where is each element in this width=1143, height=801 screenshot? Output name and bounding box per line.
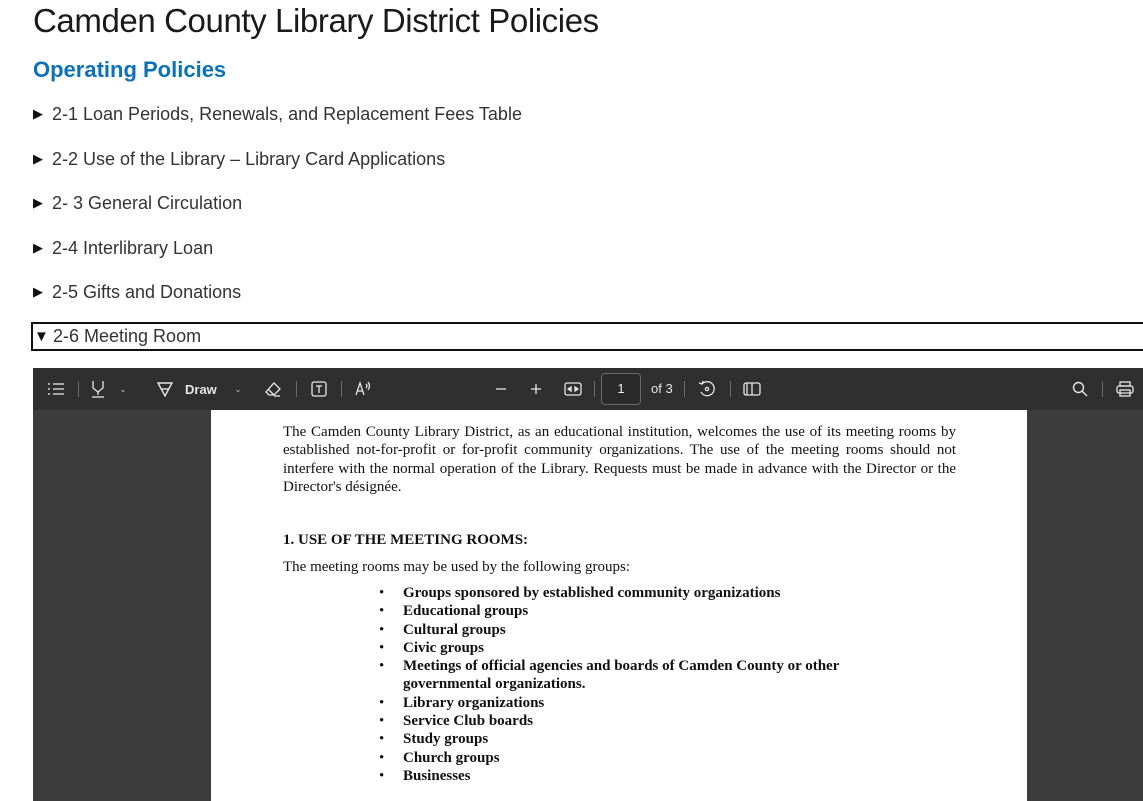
chevron-down-icon[interactable]: ⌄	[234, 383, 242, 394]
triangle-down-icon: ▼	[34, 328, 49, 345]
eraser-icon[interactable]	[263, 368, 283, 410]
section-lead-text: The meeting rooms may be used by the following groups:	[283, 559, 631, 575]
accordion-item-meeting-room[interactable]	[31, 322, 1143, 351]
triangle-right-icon: ▶	[33, 240, 43, 255]
list-item: • Church groups	[379, 749, 899, 767]
page-title: Camden County Library District Policies	[33, 2, 599, 39]
accordion-item-library-card[interactable]	[33, 145, 1143, 173]
intro-paragraph: The Camden County Library District, as an educational institution, welcomes the use of its meeting rooms by established not-for-profit or for-profit community organizations. The use of the meeting rooms should not interfere with the normal operation of the Library. Requests must be made in advance with the Director or the Director's désignée.	[283, 424, 956, 495]
print-icon[interactable]	[1113, 368, 1137, 410]
read-aloud-icon[interactable]	[353, 368, 375, 410]
search-icon[interactable]	[1069, 368, 1091, 410]
triangle-right-icon: ▶	[33, 151, 43, 166]
list-item: • Library organizations	[379, 694, 899, 712]
accordion-label: 2-4 Interlibrary Loan	[52, 237, 214, 258]
rotate-icon[interactable]	[696, 368, 718, 410]
page-count: of 3	[651, 381, 673, 396]
draw-label[interactable]: Draw	[185, 381, 217, 397]
list-item: • Study groups	[379, 730, 899, 748]
page-number-input[interactable]: 1	[601, 373, 641, 405]
accordion-item-loan-periods[interactable]	[33, 100, 1143, 128]
pdf-page	[211, 410, 1027, 801]
accordion-label: 2- 3 General Circulation	[52, 192, 243, 213]
list-item: • Service Club boards	[379, 712, 899, 730]
zoom-out-icon[interactable]	[491, 368, 511, 410]
list-item: • Cultural groups	[379, 621, 899, 639]
fit-width-icon[interactable]	[562, 368, 584, 410]
contents-icon[interactable]	[45, 368, 67, 410]
section-heading-use-of-rooms: 1. USE OF THE MEETING ROOMS:	[283, 532, 529, 548]
triangle-right-icon: ▶	[33, 106, 43, 121]
list-item: • Businesses	[379, 767, 899, 785]
list-item: • Groups sponsored by established community organizations	[379, 584, 899, 602]
pdf-toolbar	[33, 368, 1143, 410]
draw-icon[interactable]	[155, 368, 175, 410]
accordion-label: 2-5 Gifts and Donations	[52, 281, 242, 302]
accordion-label: 2-6 Meeting Room	[53, 326, 202, 346]
accordion-item-general-circulation[interactable]	[33, 189, 1143, 217]
list-item: • Civic groups	[379, 639, 899, 657]
groups-list	[379, 584, 899, 785]
list-item: • Educational groups	[379, 602, 899, 620]
text-box-icon[interactable]	[309, 368, 329, 410]
zoom-in-icon[interactable]	[526, 368, 546, 410]
pdf-viewer	[33, 368, 1143, 801]
accordion-label: 2-2 Use of the Library – Library Card Applications	[52, 148, 446, 169]
highlight-icon[interactable]	[87, 368, 109, 410]
accordion-item-gifts-donations[interactable]	[33, 278, 1143, 306]
triangle-right-icon: ▶	[33, 284, 43, 299]
chevron-down-icon[interactable]: ⌄	[119, 383, 127, 394]
page-view-icon[interactable]	[741, 368, 763, 410]
accordion-item-interlibrary-loan[interactable]	[33, 234, 1143, 262]
triangle-right-icon: ▶	[33, 195, 43, 210]
list-item: • Meetings of official agencies and boards of Camden County or other governmental organizations.	[379, 657, 899, 694]
section-heading: Operating Policies	[33, 57, 227, 82]
accordion-label: 2-1 Loan Periods, Renewals, and Replacement Fees Table	[52, 103, 522, 124]
